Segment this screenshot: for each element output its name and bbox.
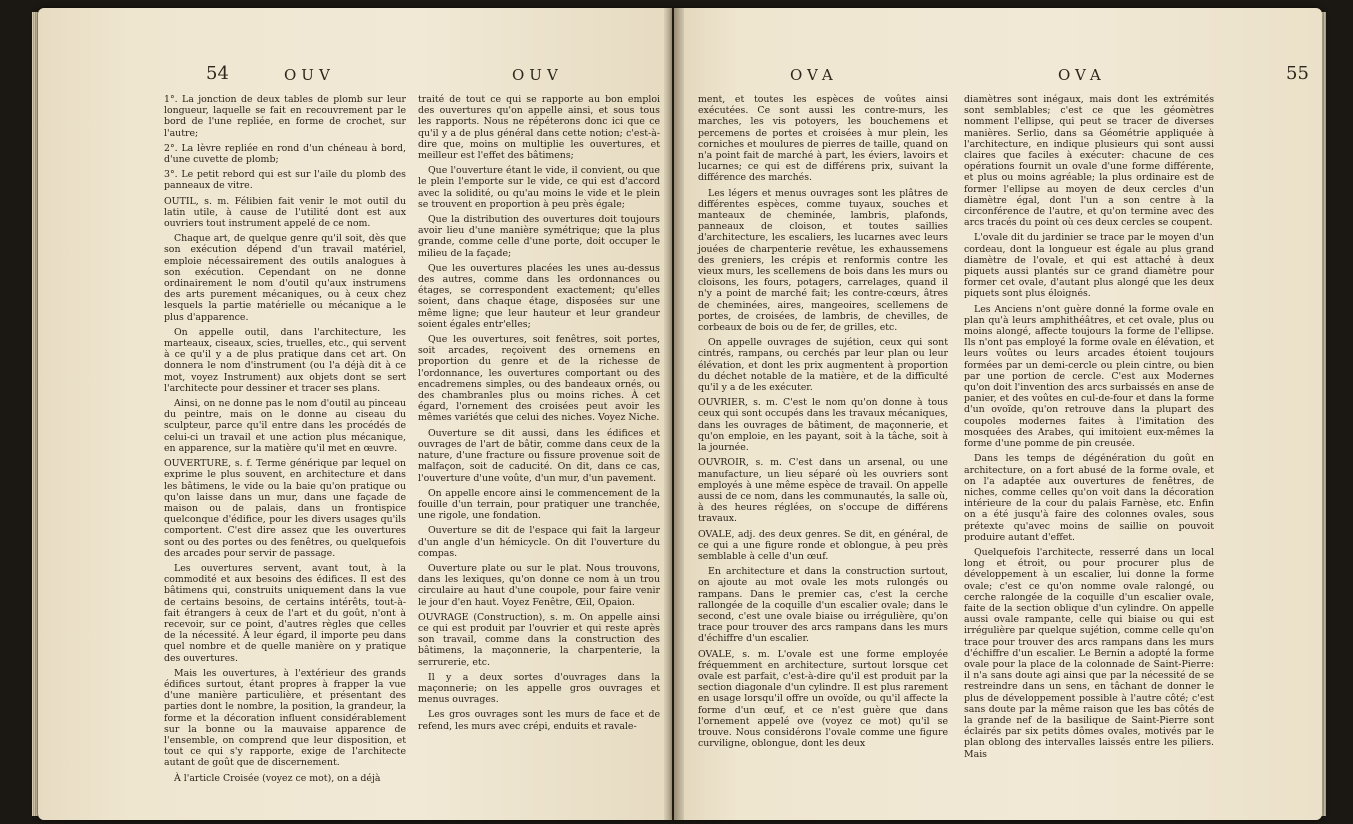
entry-ovale-adj: OVALE, adj. des deux genres. Se dit, en général, de ce qui a une figure ronde et oblongue, à peu près semblable à celle d'un œuf. — [698, 528, 948, 562]
paragraph: L'ovale dit du jardinier se trace par le moyen d'un cordeau, dont la longueur est égale au plus grand diamètre de l'ovale, et qui est attaché à deux piquets aussi plantés sur ce grand diamètre pour former cet ovale, d'autant plus alongé que les deux piquets sont plus éloignés. — [964, 232, 1214, 300]
entry-ouverture: OUVERTURE, s. f. Terme générique par lequel on exprime le plus souvent, en architecture et dans les bâtimens, le vide ou la baie qu'on pratique ou qu'on laisse dans un mur, dans une façade de maison ou de palais, dans un frontispice quelconque d'édifice, pour les divers usages qu'ils comportent. C'est dire assez que les ouvertures sont ou des portes ou des fenêtres, ou quelquefois des arcades pour servir de passage. — [164, 458, 406, 559]
right-page-column-1 — [698, 94, 948, 753]
paragraph: Les ouvertures servent, avant tout, à la commodité et aux besoins des édifices. Il est des bâtimens qui, construits uniquement dans la vue de certains besoins, de certains intérêts, tout-à-fait étrangers à ceux de l'art et du goût, n'ont à recevoir, sur ce point, d'autres règles que celles de la nécessité. À leur égard, il importe peu dans quel nombre et de quelle manière on y pratique des ouvertures. — [164, 562, 406, 664]
right-page-column-2 — [964, 94, 1214, 764]
paragraph: Ouverture se dit de l'espace qui fait la largeur d'un angle d'un hémicycle. On dit l'ouverture du compas. — [418, 525, 660, 559]
page-number: 54 — [206, 63, 229, 84]
paragraph: Ainsi, on ne donne pas le nom d'outil au pinceau du peintre, mais on le donne au ciseau du sculpteur, parce qu'il entre dans les procédés de celui-ci un travail et une action plus mécanique, en apparence, sur la matière qu'il met en œuvre. — [164, 398, 406, 454]
paragraph: Mais les ouvertures, à l'extérieur des grands édifices surtout, étant propres à frapper la vue d'une manière particulière, et présentant des parties dont le nombre, la position, la grandeur, la forme et la décoration influent considérablement sur la bonne ou la mauvaise apparence de l'ensemble, on comprend que leur disposition, et tout ce qui s'y rapporte, exige de l'architecte autant de goût que de discernement. — [164, 667, 406, 769]
paragraph: Que les ouvertures placées les unes au-dessus des autres, comme dans les ordonnances ou étages, se correspondent exactement; qu'elles soient, dans chaque étage, disposées sur une même ligne; que leur hauteur et leur grandeur soient égales entr'elles; — [418, 262, 660, 330]
entry-ouvrage: OUVRAGE (Construction), s. m. On appelle ainsi ce qui est produit par l'ouvrier et qui reste après son travail, comme dans la construction des bâtimens, la maçonnerie, la charpenterie, la serrurerie, etc. — [418, 611, 660, 668]
paragraph: Il y a deux sortes d'ouvrages dans la maçonnerie; on les appelle gros ouvrages et menus ouvrages. — [418, 671, 660, 706]
entry-ouvroir: OUVROIR, s. m. C'est dans un arsenal, ou une manufacture, un lieu séparé où les ouvriers sont employés à une même espèce de travail. On appelle aussi de ce nom, dans les communautés, la salle où, à des heures réglées, on s'occupe de différens travaux. — [698, 457, 948, 525]
paragraph: 3°. Le petit rebord qui est sur l'aile du plomb des panneaux de vitre. — [164, 169, 406, 192]
running-head-right: OUV — [512, 66, 563, 84]
paragraph: Que les ouvertures, soit fenêtres, soit portes, soit arcades, reçoivent des ornemens en proportion du genre et de la richesse de l'ordonnance, les ouvertures comportant ou des encadremens simples, ou des bandeaux ornés, ou des chambranles plus ou moins riches. À cet égard, l'ornement des croisées peut avoir les mêmes variétés que celui des niches. Voyez Niche. — [418, 334, 660, 424]
running-head-left: OVA — [790, 66, 838, 84]
paragraph: On appelle outil, dans l'architecture, les marteaux, ciseaux, scies, truelles, etc., qui servent à ce qu'il y a de plus pratique dans cet art. On donnera le nom d'instrument (ou l'a déjà dit à ce mot, voyez Instrument) aux objets dont se sert l'architecte pour dessiner et tracer ses plans. — [164, 326, 406, 394]
left-page — [38, 8, 672, 820]
paragraph: Ouverture se dit aussi, dans les édifices et ouvrages de l'art de bâtir, comme dans ceux de la nature, d'une fracture ou fissure provenue soit de malfaçon, soit de caducité. On dit, dans ce cas, l'ouverture d'une voûte, d'un mur, d'un pavement. — [418, 427, 660, 484]
paragraph: traité de tout ce qui se rapporte au bon emploi des ouvertures qu'on appelle ainsi, et sous tous les rapports. Nous ne répéterons donc ici que ce qu'il y a de plus général dans cette notion; c'est-à-dire que, moins on multiplie les ouvertures, et meilleur est l'effet des bâtimens; — [418, 94, 660, 162]
left-page-column-2 — [418, 94, 660, 736]
paragraph: On appelle encore ainsi le commencement de la fouille d'un terrain, pour pratiquer une tranchée, une rigole, une fondation. — [418, 487, 660, 522]
entry-outil: OUTIL, s. m. Félibien fait venir le mot outil du latin utile, à cause de l'utilité dont est aux ouvriers tout instrument appelé de ce nom. — [164, 195, 406, 230]
book-gutter — [664, 8, 684, 820]
paragraph: Que l'ouverture étant le vide, il convient, ou que le plein l'emporte sur le vide, ce qui est d'accord avec la solidité, ou qu'au moins le vide et le plein se trouvent en proportion à peu près égale; — [418, 165, 660, 210]
page-number: 55 — [1286, 63, 1309, 84]
paragraph: Les légers et menus ouvrages sont les plâtres de différentes espèces, comme tuyaux, souches et manteaux de cheminée, lambris, plafonds, panneaux de cloison, et toutes saillies d'architecture, les escaliers, les lucarnes avec leurs jouées de charpenterie revêtue, les exhaussemens des greniers, les crépis et renformis contre les vieux murs, les scellemens de bois dans les murs ou cloisons, les fours, potagers, carrelages, quand il n'y a point de marché fait; les contre-cœurs, âtres de cheminées, aires, mangeoires, scellemens de portes, de croisées, de lambris, de chevilles, de corbeaux de bois ou de fer, de grilles, etc. — [698, 187, 948, 334]
paragraph: On appelle ouvrages de sujétion, ceux qui sont cintrés, rampans, ou cerchés par leur plan ou leur élévation, et dont les prix augmentent à proportion du déchet notable de la matière, et de la difficulté qu'il y a de les exécuter. — [698, 337, 948, 394]
entry-ouvrier: OUVRIER, s. m. C'est le nom qu'on donne à tous ceux qui sont occupés dans les travaux mécaniques, dans les ouvrages de bâtiment, de maçonnerie, et qu'on emploie, en les payant, soit à la tâche, soit à la journée. — [698, 397, 948, 454]
paragraph: 1°. La jonction de deux tables de plomb sur leur longueur, laquelle se fait en recouvrement par le bord de l'une repliée, en forme de crochet, sur l'autre; — [164, 94, 406, 139]
paragraph: diamètres sont inégaux, mais dont les extrémités sont semblables; c'est ce que les géomètres nomment l'ellipse, qui peut se tracer de diverses manières. Serlio, dans sa Géométrie appliquée à l'architecture, en indique plusieurs qui sont aussi claires que faciles à exécuter: chacune de ces opérations fournit un ovale d'une forme différente, et plus ou moins agréable; la plus ordinaire est de former l'ellipse au moyen de deux cercles d'un diamètre égal, dont l'un a son centre à la circonférence de l'autre, et qu'on termine avec des arcs tracés du point où ces deux cercles se coupent. — [964, 94, 1214, 229]
paragraph: Dans les temps de dégénération du goût en architecture, on a fort abusé de la forme ovale, et on l'a adaptée aux ouvertures de fenêtres, de niches, comme celles qu'on voit dans la décoration intérieure de la cour du palais Farnèse, etc. Enfin on a été jusqu'à faire des colonnes ovales, sous prétexte qu'avec moins de saillie on pouvoit produire autant d'effet. — [964, 453, 1214, 543]
paragraph: Ouverture plate ou sur le plat. Nous trouvons, dans les lexiques, qu'on donne ce nom à un trou circulaire au haut d'une coupole, pour faire venir le jour d'en haut. Voyez Fenêtre, Œil, Opaion. — [418, 562, 660, 608]
paragraph: ment, et toutes les espèces de voûtes ainsi exécutées. Ce sont aussi les contre-murs, les marches, les vis potoyers, les bouchemens et percemens de portes et croisées à mur plein, les corniches et moulures de pierres de taille, quand on n'a point fait de marché à part, les éviers, lavoirs et lucarnes; ce qui est de différens prix, suivant la différence des marchés. — [698, 94, 948, 184]
paragraph: Que la distribution des ouvertures doit toujours avoir lieu d'une manière symétrique; que la plus grande, comme celle d'une porte, doit occuper le milieu de la façade; — [418, 214, 660, 259]
paragraph: À l'article Croisée (voyez ce mot), on a déjà — [174, 772, 381, 784]
running-head-left: OUV — [284, 66, 335, 84]
entry-ovale-sm: OVALE, s. m. L'ovale est une forme employée fréquemment en architecture, surtout lorsque cet ovale est parfait, c'est-à-dire qu'il est produit par la section diagonale d'un cylindre. Il est plus rarement en usage lorsqu'il offre un ovoïde, ou qu'il affecte la forme d'un œuf, et ce n'est guère que dans l'ornement appelé ove (voyez ce mot) qu'il se trouve. Nous considérons l'ovale comme une figure curviligne, oblongue, dont les deux — [698, 648, 948, 750]
paragraph: 2°. La lèvre repliée en rond d'un chéneau à bord, d'une cuvette de plomb; — [164, 142, 406, 166]
paragraph: Les Anciens n'ont guère donné la forme ovale en plan qu'à leurs amphithéâtres, et cet ovale, plus ou moins alongé, affecte toujours la forme de l'ellipse. Ils n'ont pas employé la forme ovale en élévation, et leurs voûtes ou leurs arcades étoient toujours formées par un demi-cercle ou plein cintre, ou bien par une portion de cercle. C'est aux Modernes qu'on doit l'invention des arcs surbaissés en anse de panier, et des voûtes en cul-de-four et dans la forme d'un ovoïde, qu'on retrouve dans la plupart des coupoles modernes faites à l'imitation des mosquées des Arabes, qui imitoient eux-mêmes la forme d'une pomme de pin creusée. — [964, 303, 1215, 450]
right-page — [674, 8, 1322, 820]
paragraph: Les gros ouvrages sont les murs de face et de refend, les murs avec crépi, enduits et ravale- — [418, 709, 660, 732]
left-page-column-1 — [164, 94, 406, 788]
paragraph: Chaque art, de quelque genre qu'il soit, dès que son exécution dépend d'un travail matériel, emploie nécessairement des outils analogues à son exécution. Cependant on ne donne ordinairement le nom d'outil qu'aux instrumens des arts purement mécaniques, ou à ceux chez lesquels la partie matérielle ou mécanique a le plus d'apparence. — [164, 233, 406, 323]
running-head-right: OVA — [1058, 66, 1106, 84]
paragraph: Quelquefois l'architecte, resserré dans un local long et étroit, ou pour procurer plus de développement à un escalier, lui donne la forme ovale; c'est ce qu'on nomme ovale ralongé, ou cerche ralongée de la coquille d'un escalier ovale, faite de la section oblique d'un cylindre. On appelle aussi ovale rampante, celle qui biaise ou qui est irrégulière par quelque sujétion, comme celle qu'on trace pour trouver des arcs rampans dans les murs d'échiffre d'un escalier. Le Bernin a adopté la forme ovale pour la place de la colonnade de Saint-Pierre: il n'a sans doute agi ainsi que par la nécessité de se restreindre dans un sens, en tâchant de donner le plus de développement possible à l'autre côté; c'est sans doute par la même raison que les bas côtés de la grande nef de la basilique de Saint-Pierre sont éclairés par six petits dômes ovales, motivés par le plan oblong des intervalles laissés entre les piliers. Mais — [964, 546, 1214, 760]
paragraph: En architecture et dans la construction surtout, on ajoute au mot ovale les mots rulongés ou rampans. Dans le premier cas, c'est la cerche rallongée de la coquille d'un escalier ovale; dans le second, c'est une ovale biaise ou irrégulière, qu'on trace pour trouver des arcs rampans dans les murs d'échiffre d'un escalier. — [698, 566, 948, 645]
